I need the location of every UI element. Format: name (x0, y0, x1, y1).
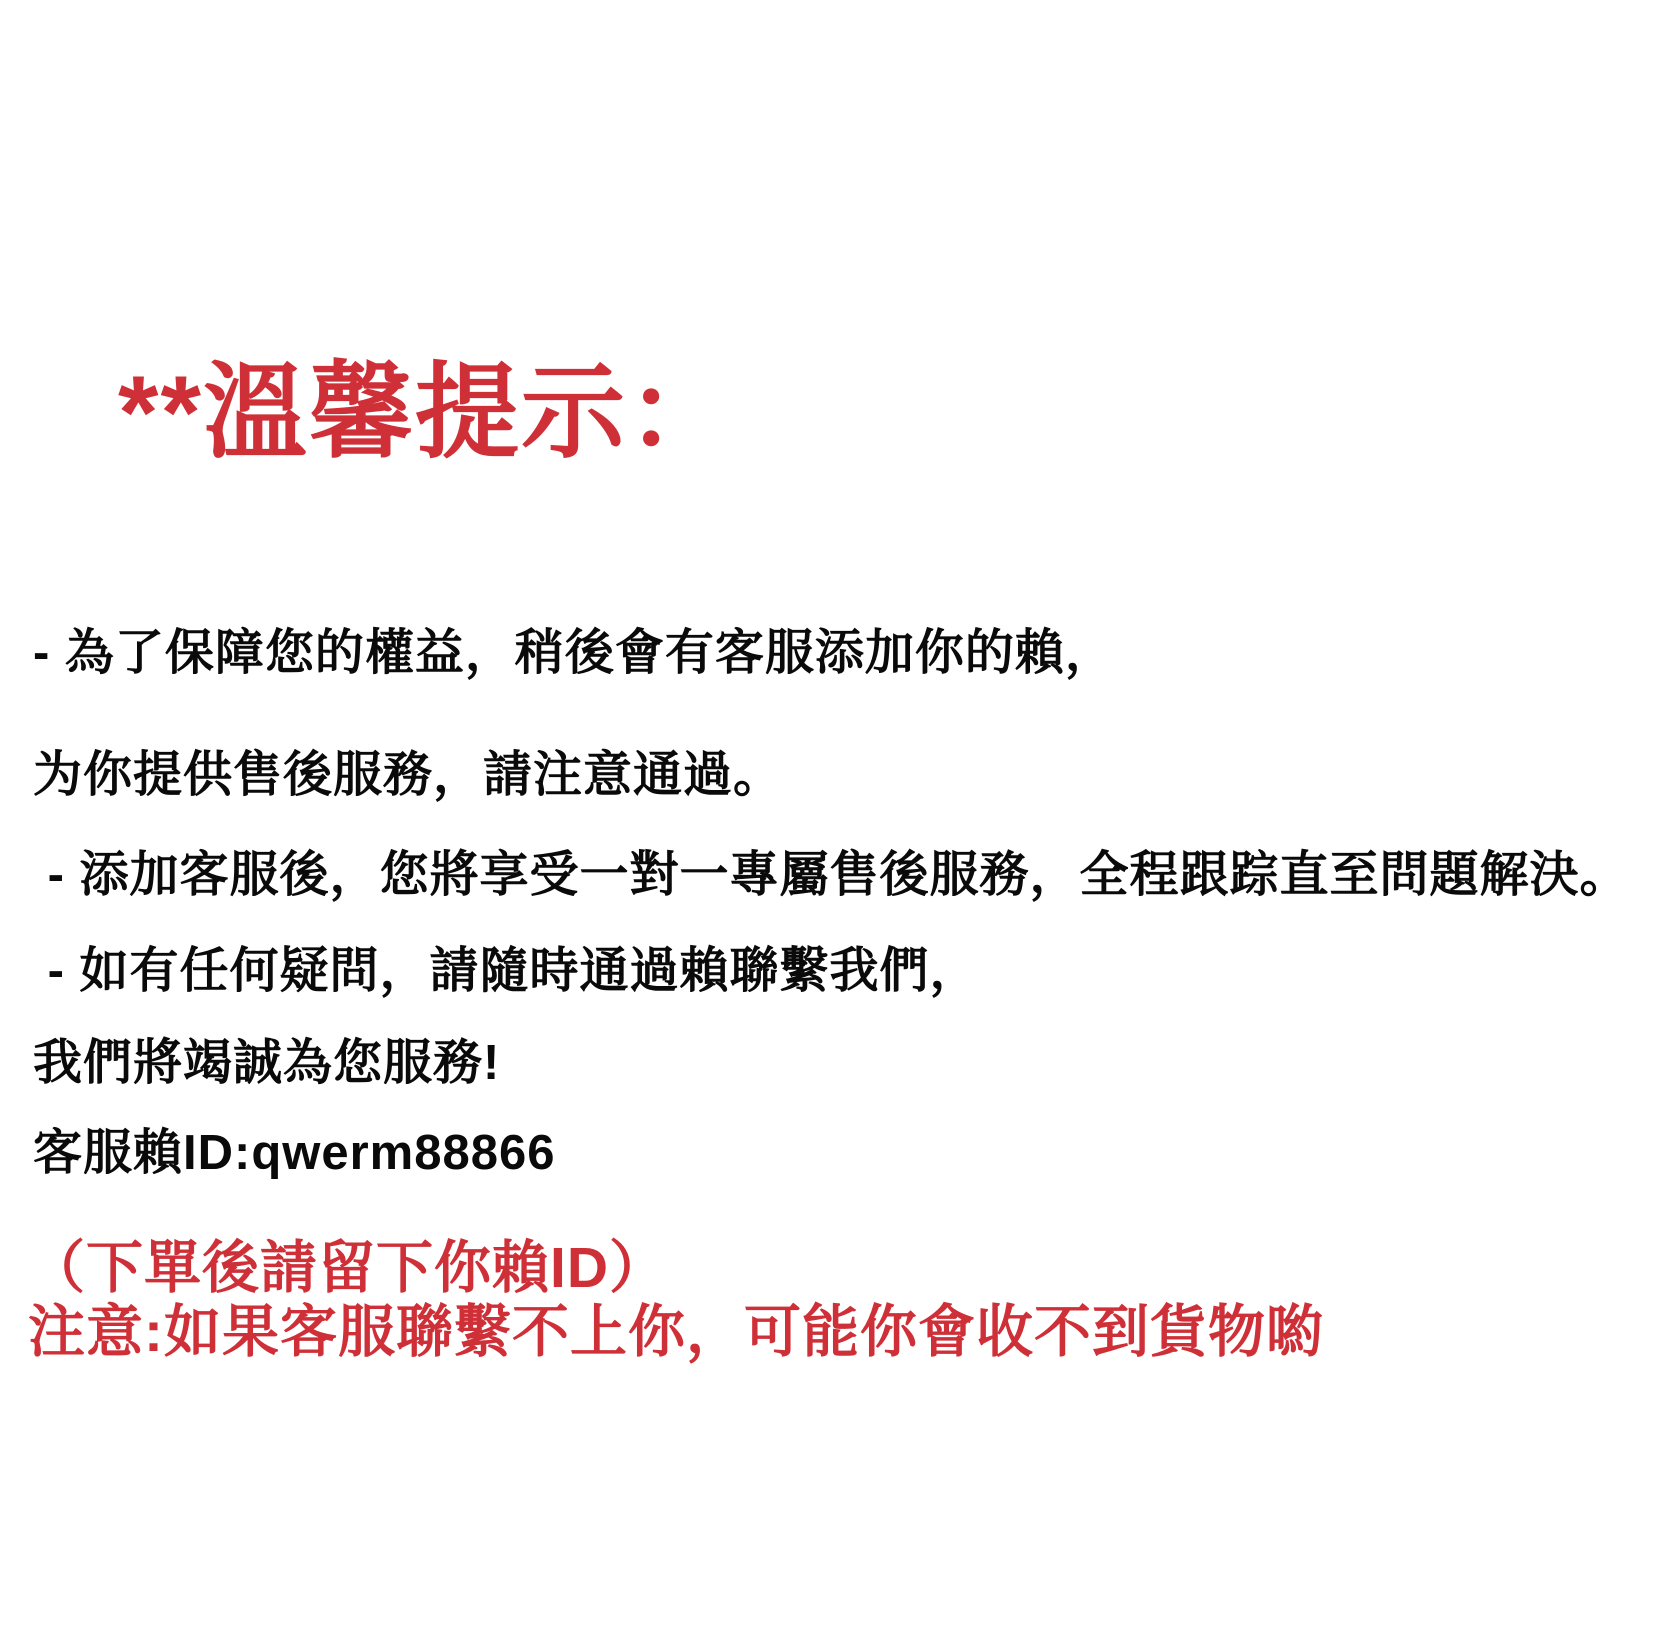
body-line-service-detail: - 添加客服後，您將享受一對一專屬售後服務，全程跟踪直至問題解決。 (33, 848, 1630, 902)
notice-title: **溫馨提示： (118, 355, 733, 471)
notice-footer (28, 1236, 1324, 1365)
footer-line-leave-id: （下單後請留下你賴ID） (28, 1236, 667, 1300)
body-line-aftersale: 为你提供售後服務，請注意通過。 (33, 748, 784, 802)
body-line-guarantee: - 為了保障您的權益，稍後會有客服添加你的賴， (33, 626, 1115, 680)
footer-line-warning: 注意:如果客服聯繫不上你，可能你會收不到貨物喲 (28, 1300, 1324, 1365)
body-line-contact: - 如有任何疑問，請隨時通過賴聯繫我們， (33, 944, 980, 998)
body-line-dedication: 我們將竭誠為您服務! (33, 1036, 501, 1090)
body-line-service-id: 客服賴ID:qwerm88866 (33, 1126, 556, 1180)
